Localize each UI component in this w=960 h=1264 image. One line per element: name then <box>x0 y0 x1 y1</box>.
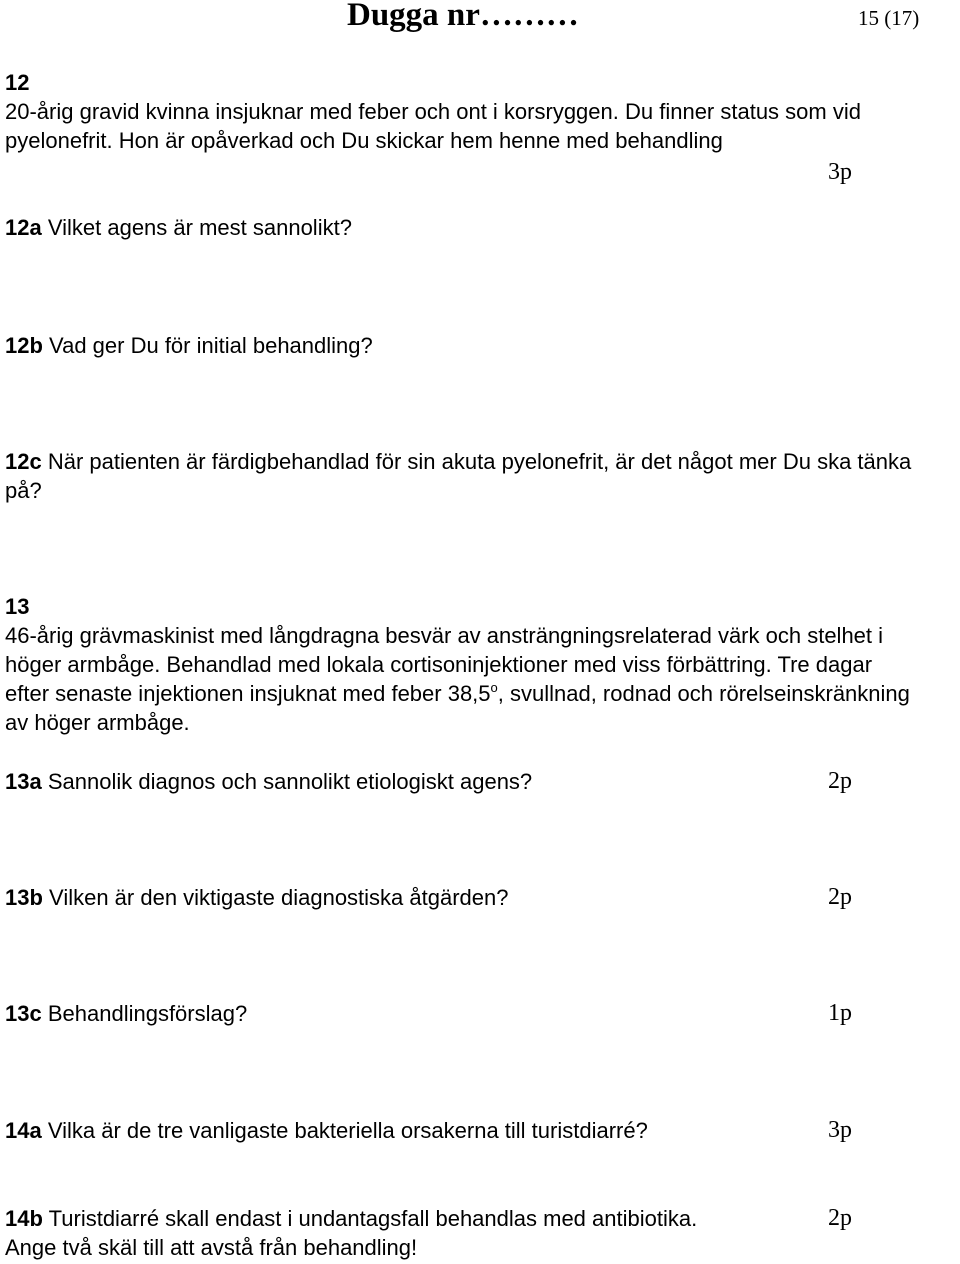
question-13a-points: 2p <box>828 768 852 794</box>
question-14b-text-line-2: Ange två skäl till att avstå från behandling! <box>5 1235 418 1260</box>
question-12a-label: 12a <box>5 215 42 240</box>
question-13a-text: Sannolik diagnos och sannolikt etiologiskt agens? <box>47 769 533 794</box>
question-13-text-line-2: höger armbåge. Behandlad med lokala cortisoninjektioner med viss förbättring. Tre dagar <box>5 652 873 677</box>
question-12b-text: Vad ger Du för initial behandling? <box>49 333 373 358</box>
question-13-text-line-4: av höger armbåge. <box>5 710 190 735</box>
question-14a-label: 14a <box>5 1118 42 1143</box>
page-title: Dugga nr……… <box>347 0 579 33</box>
question-13c-points: 1p <box>828 1000 852 1026</box>
question-12-number: 12 <box>5 70 30 95</box>
question-14a-points: 3p <box>828 1117 852 1143</box>
question-13b-text: Vilken är den viktigaste diagnostiska åtgärden? <box>49 885 509 910</box>
page-number: 15 (17) <box>858 6 920 30</box>
question-13a-label: 13a <box>5 769 42 794</box>
question-12b <box>5 331 373 360</box>
question-14b-label: 14b <box>5 1206 43 1231</box>
question-13b-points: 2p <box>828 884 852 910</box>
question-12a <box>5 213 352 242</box>
question-13a <box>5 767 532 796</box>
question-12-points: 3p <box>828 159 852 185</box>
question-12c-label: 12c <box>5 449 42 474</box>
question-12a-text: Vilket agens är mest sannolikt? <box>47 215 352 240</box>
question-13-number: 13 <box>5 594 30 619</box>
question-14b <box>5 1204 697 1233</box>
question-13c-label: 13c <box>5 1001 42 1026</box>
question-13b <box>5 883 509 912</box>
question-12c-text-line-1: När patienten är färdigbehandlad för sin akuta pyelonefrit, är det något mer Du ska tänka <box>47 449 912 474</box>
question-14b-points: 2p <box>828 1205 852 1231</box>
question-14b-text-line-1: Turistdiarré skall endast i undantagsfall behandlas med antibiotika. <box>48 1206 698 1231</box>
question-14a-text: Vilka är de tre vanligaste bakteriella orsakerna till turistdiarré? <box>47 1118 648 1143</box>
question-13b-label: 13b <box>5 885 43 910</box>
question-12c-text-line-2: på? <box>5 478 42 503</box>
question-13-text-line-3: efter senaste injektionen insjuknat med feber 38,5$^o$, svullnad, rodnad och rörelseinskränkning <box>5 680 910 706</box>
degree-superscript: o <box>490 680 498 695</box>
question-12-text-line-2: pyelonefrit. Hon är opåverkad och Du skickar hem henne med behandling <box>5 128 723 153</box>
question-14a <box>5 1116 648 1145</box>
question-13c <box>5 999 247 1028</box>
question-12-text-line-1: 20-årig gravid kvinna insjuknar med feber och ont i korsryggen. Du finner status som vid <box>5 99 861 124</box>
question-13c-text: Behandlingsförslag? <box>47 1001 248 1026</box>
question-12b-label: 12b <box>5 333 43 358</box>
question-13-text-line-1: 46-årig grävmaskinist med långdragna besvär av ansträngningsrelaterad värk och stelhet i <box>5 623 884 648</box>
question-12c <box>5 447 911 476</box>
